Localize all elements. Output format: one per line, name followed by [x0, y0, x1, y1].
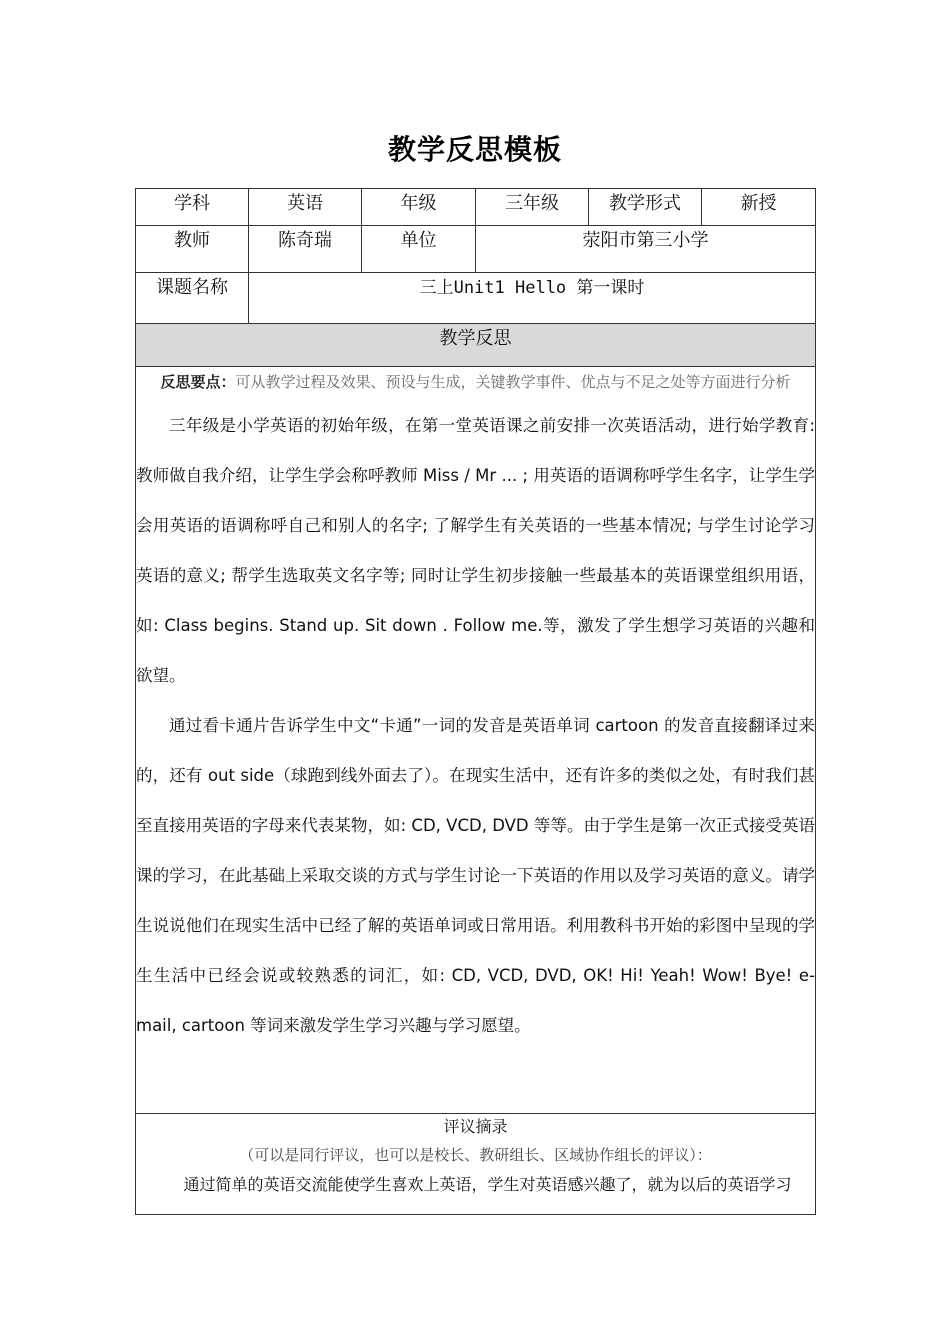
review-title: 评议摘录	[443, 1117, 508, 1136]
grade-label: 年级	[362, 189, 476, 226]
teacher-value: 陈奇瑞	[249, 226, 362, 273]
topic-value: 三上Unit1 Hello 第一课时	[249, 273, 816, 324]
subject-value: 英语	[249, 189, 362, 226]
info-row-1	[136, 189, 816, 226]
teacher-label: 教师	[136, 226, 249, 273]
reflection-form-table	[135, 188, 816, 1215]
section-header: 教学反思	[136, 324, 816, 367]
unit-value: 荥阳市第三小学	[476, 226, 816, 273]
subject-label: 学科	[136, 189, 249, 226]
teaching-form-value: 新授	[702, 189, 816, 226]
grade-value: 三年级	[476, 189, 589, 226]
reflection-hint	[136, 363, 815, 401]
document-title: 教学反思模板	[387, 133, 562, 166]
reflection-paragraph-1: 三年级是小学英语的初始年级，在第一堂英语课之前安排一次英语活动，进行始学教育: 教师做自我介绍，让学生学会称呼教师 Miss / Mr ... ; 用英语的语调称呼学生名字，让学生学会用英语的语调称呼自己和别人的名字; 了解学生有关英语的一些基本情况; 与学生讨论学习英语的意义; 帮学生选取英文名字等; 同时让学生初步接触一些最基本的英语课堂组织用语，如: Class begins. Stand up. Sit down . Follow me.等，激发了学生想学习英语的兴趣和欲望。	[136, 416, 815, 685]
hint-text: 可从教学过程及效果、预设与生成，关键教学事件、优点与不足之处等方面进行分析	[235, 373, 791, 391]
reflection-cell	[136, 367, 816, 1114]
info-row-3	[136, 273, 816, 324]
review-text: 通过简单的英语交流能使学生喜欢上英语，学生对英语感兴趣了，就为以后的英语学习	[183, 1175, 792, 1194]
info-row-2	[136, 226, 816, 273]
unit-label: 单位	[362, 226, 476, 273]
section-header-row	[136, 324, 816, 367]
topic-label: 课题名称	[136, 273, 249, 324]
reflection-paragraph-2: 通过看卡通片告诉学生中文“卡通”一词的发音是英语单词 cartoon 的发音直接翻译过来的，还有 out side（球跑到线外面去了）。在现实生活中，还有许多的类似之处，有时我们甚至直接用英语的字母来代表某物，如: CD, VCD, DVD 等等。由于学生是第一次正式接受英语课的学习，在此基础上采取交谈的方式与学生讨论一下英语的作用以及学习英语的意义。请学生说说他们在现实生活中已经了解的英语单词或日常用语。利用教科书开始的彩图中呈现的学生生活中已经会说或较熟悉的词汇，如: CD, VCD, DVD, OK! Hi! Yeah! Wow! Bye! e-mail, cartoon 等词来激发学生学习兴趣与学习愿望。	[136, 716, 815, 1035]
review-cell	[136, 1114, 816, 1215]
reflection-row	[136, 367, 816, 1114]
review-row	[136, 1114, 816, 1215]
hint-label: 反思要点：	[160, 373, 236, 391]
teaching-form-label: 教学形式	[589, 189, 702, 226]
review-note: （可以是同行评议，也可以是校长、教研组长、区域协作组长的评议）：	[239, 1146, 712, 1164]
